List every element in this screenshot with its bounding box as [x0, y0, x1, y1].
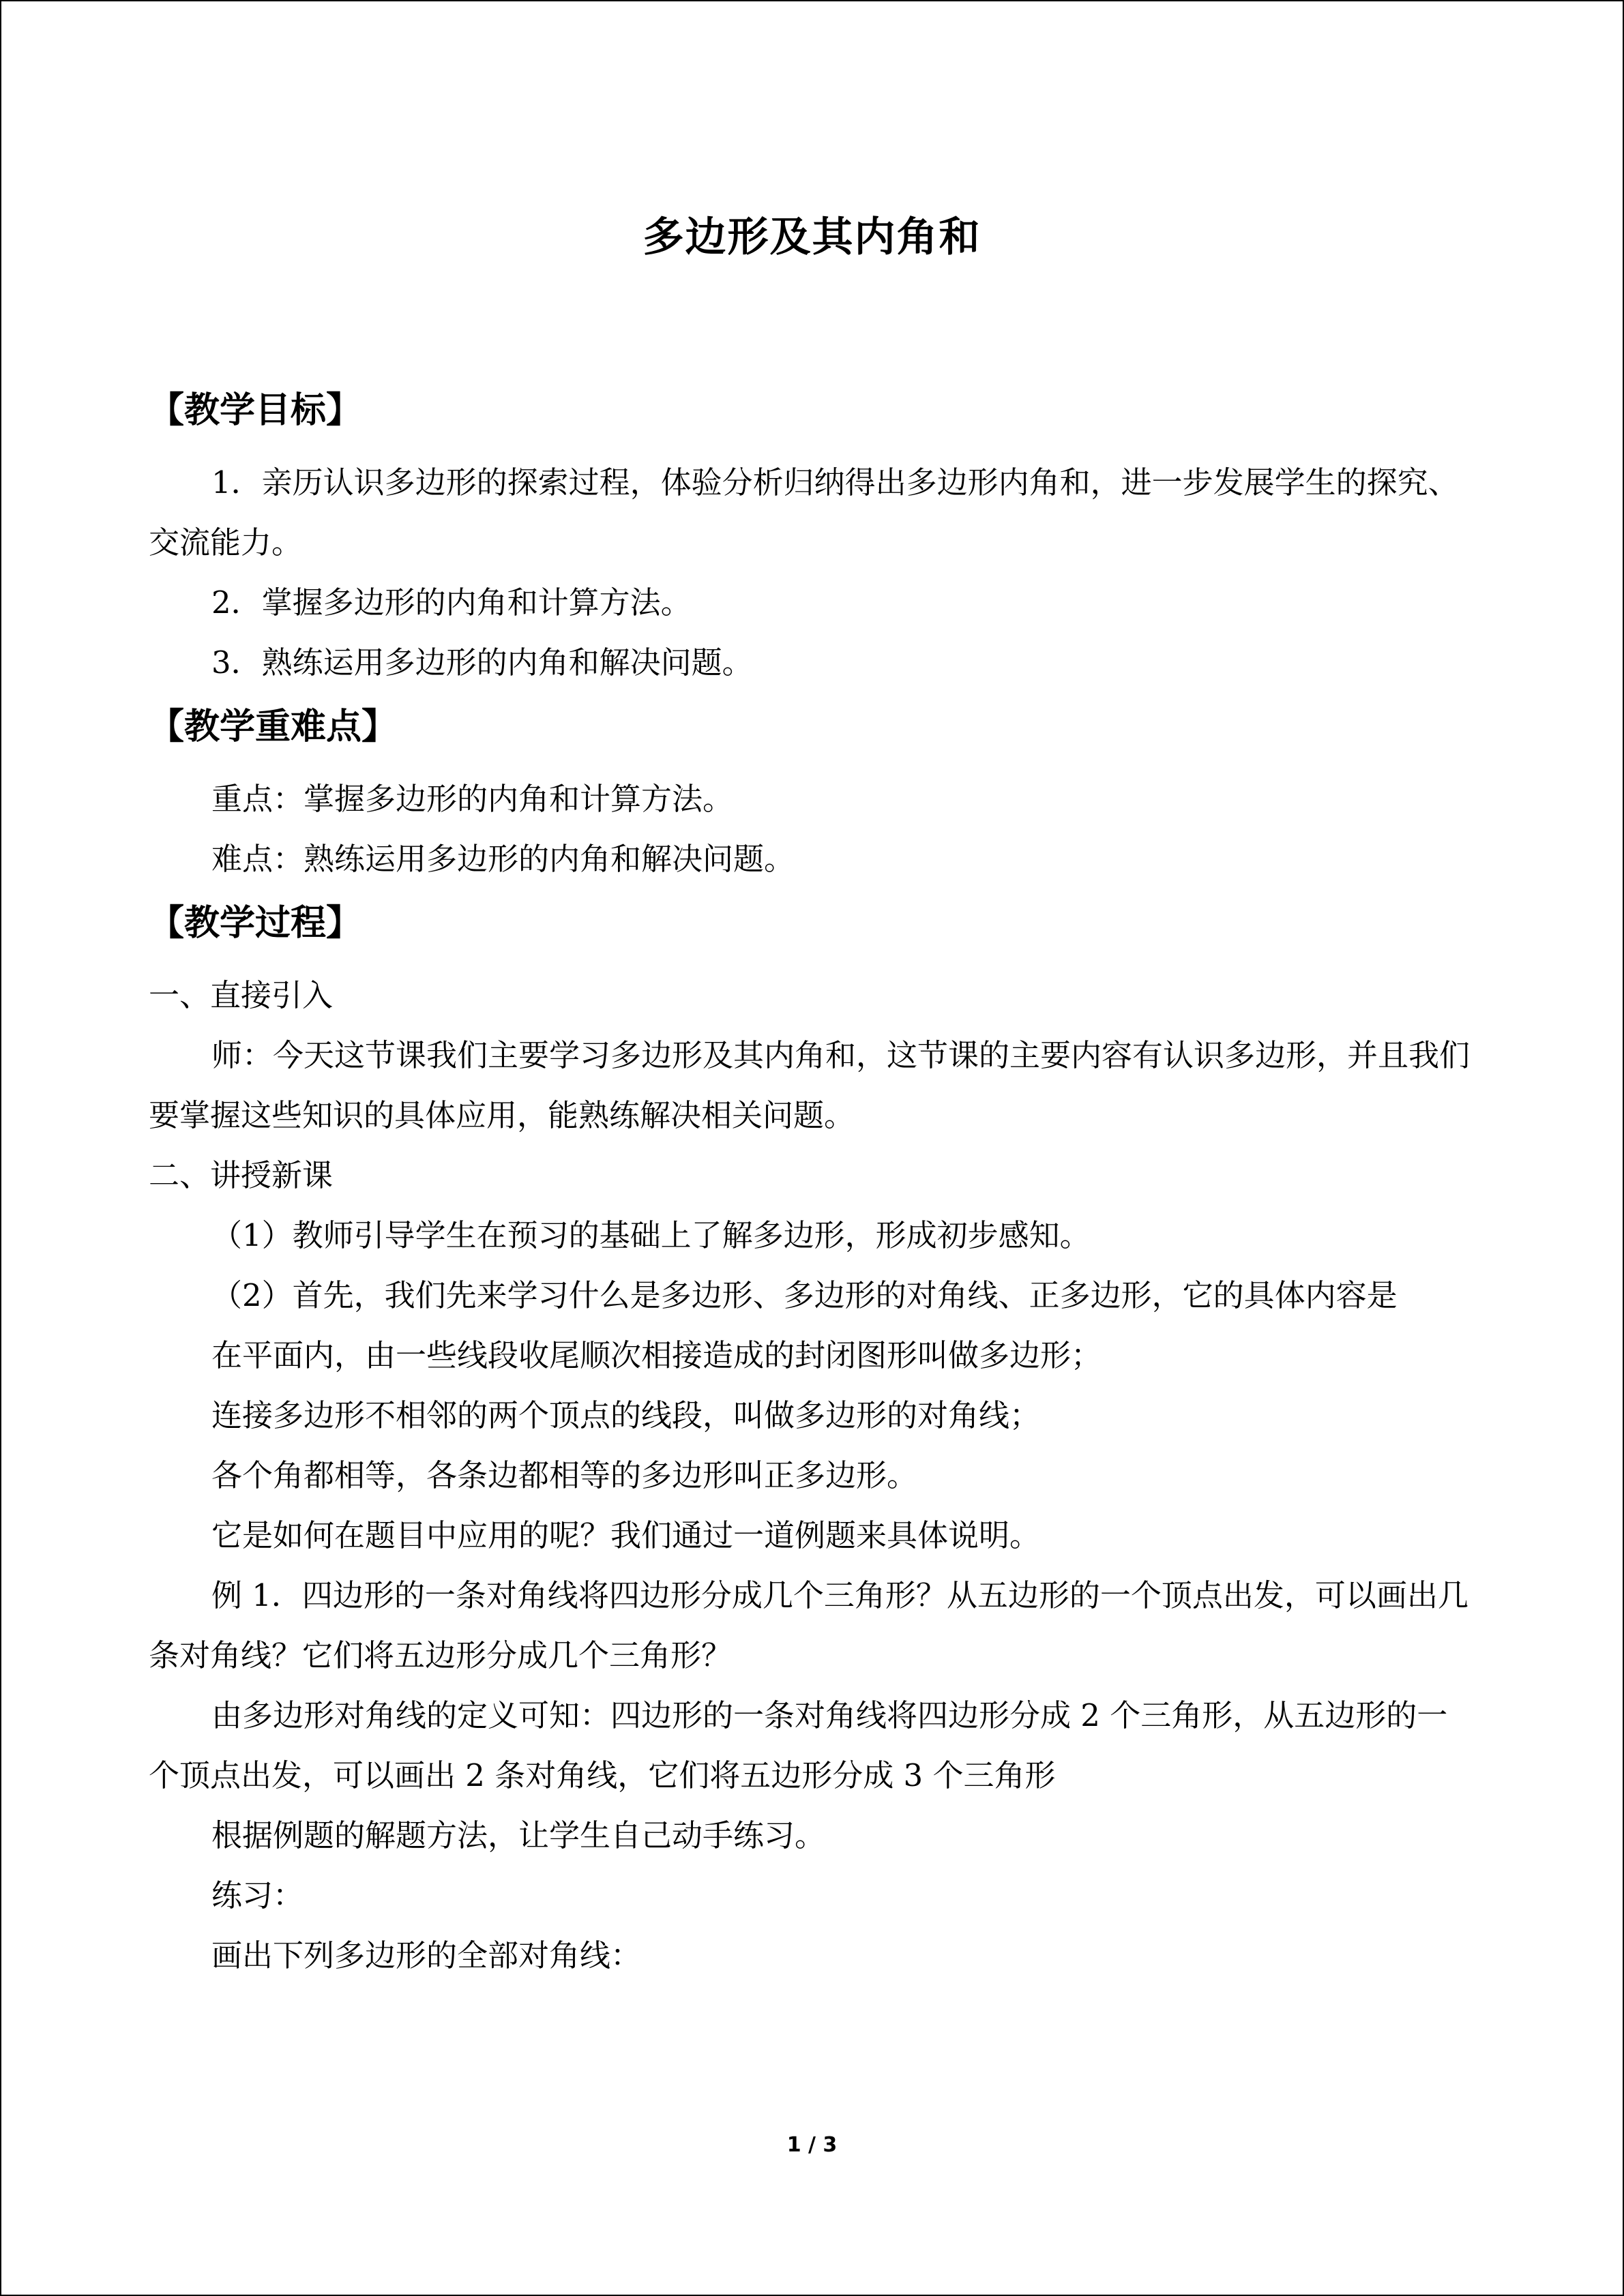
definition-diagonal: 连接多边形不相邻的两个顶点的线段，叫做多边形的对角线； — [211, 1397, 1041, 1433]
part1-text: 师：今天这节课我们主要学习多边形及其内角和，这节课的主要内容有认识多边形，并且我们要掌握这些知识的具体应用，能熟练解决相关问题。 — [149, 1037, 1471, 1133]
objective-item-1: 1．亲历认识多边形的探索过程，体验分析归纳得出多边形内角和，进一步发展学生的探究、交流能力。 — [149, 464, 1459, 561]
key-point-difficulty: 难点：熟练运用多边形的内角和解决问题。 — [211, 841, 795, 877]
transition-text: 它是如何在题目中应用的呢？我们通过一道例题来具体说明。 — [211, 1517, 1041, 1553]
process-heading: 【教学过程】 — [149, 903, 362, 944]
lesson-step-1: （1）教师引导学生在预习的基础上了解多边形，形成初步感知。 — [211, 1217, 1091, 1253]
practice-intro: 根据例题的解题方法，让学生自己动手练习。 — [211, 1817, 826, 1853]
document-body — [149, 382, 1475, 1986]
definition-regular-polygon: 各个角都相等，各条边都相等的多边形叫正多边形。 — [211, 1457, 918, 1493]
objective-item-3: 3．熟练运用多边形的内角和解决问题。 — [211, 644, 753, 681]
part2-title: 二、讲授新课 — [149, 1157, 334, 1193]
example-answer: 由多边形对角线的定义可知：四边形的一条对角线将四边形分成 2 个三角形，从五边形的一个顶点出发，可以画出 2 条对角线，它们将五边形分成 3 个三角形 — [149, 1697, 1448, 1793]
page-number: 1 / 3 — [786, 2133, 838, 2157]
example-question: 例 1．四边形的一条对角线将四边形分成几个三角形？从五边形的一个顶点出发，可以画出几条对角线？它们将五边形分成几个三角形？ — [149, 1577, 1468, 1673]
key-point-focus: 重点：掌握多边形的内角和计算方法。 — [211, 781, 734, 817]
definition-polygon: 在平面内，由一些线段收尾顺次相接造成的封闭图形叫做多边形； — [211, 1337, 1102, 1373]
document-title: 多边形及其内角和 — [643, 213, 981, 261]
part1-title: 一、直接引入 — [149, 977, 334, 1013]
lesson-step-2: （2）首先，我们先来学习什么是多边形、多边形的对角线、正多边形，它的具体内容是 — [211, 1277, 1398, 1313]
objectives-heading: 【教学目标】 — [149, 390, 362, 431]
key-points-heading: 【教学重难点】 — [149, 706, 398, 747]
objective-item-2: 2．掌握多边形的内角和计算方法。 — [211, 584, 692, 621]
practice-task: 画出下列多边形的全部对角线： — [211, 1937, 642, 1973]
practice-label: 练习： — [211, 1877, 304, 1913]
